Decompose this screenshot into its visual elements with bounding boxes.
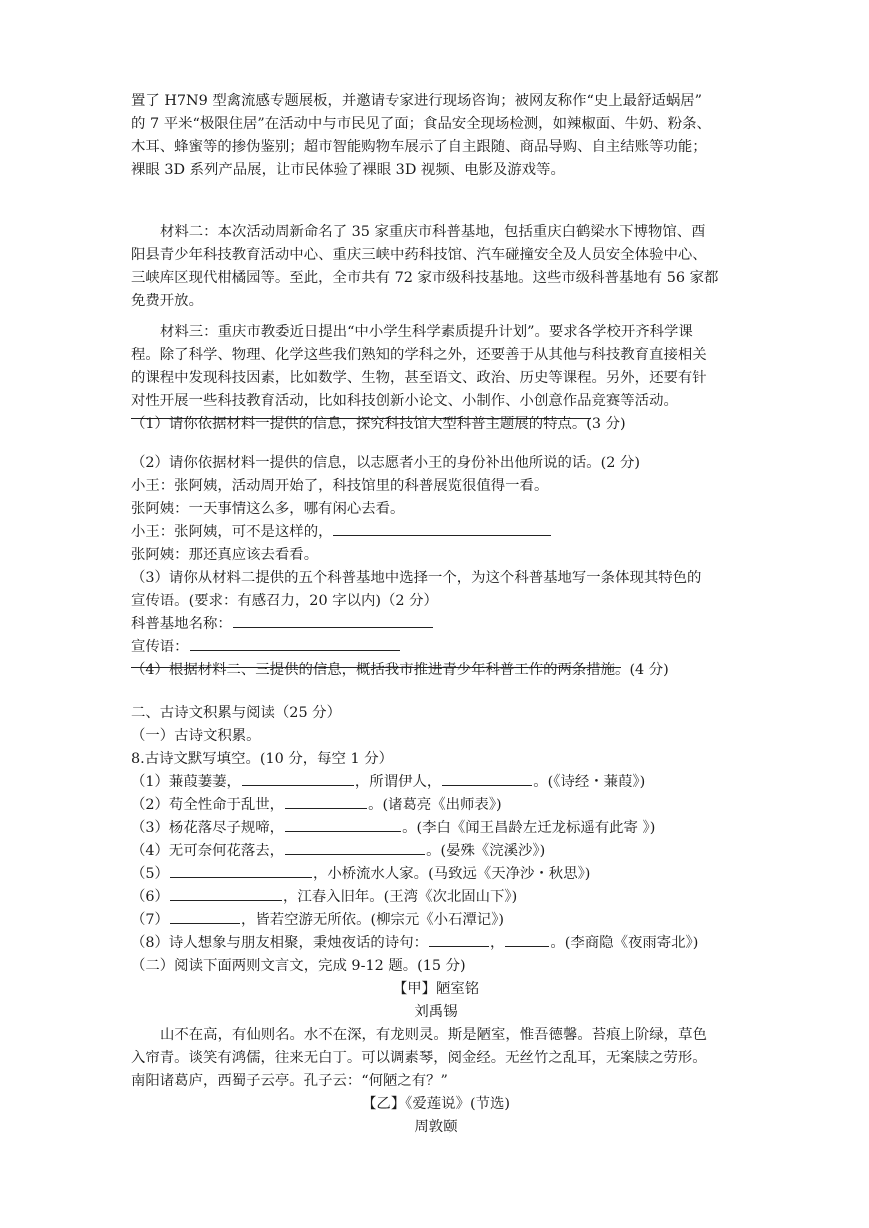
- poem-blank[interactable]: [429, 932, 489, 947]
- material3-line: 的课程中发现科技因素，比如数学、生物，甚至语文、政治、历史等课程。另外，还要有针: [131, 370, 707, 386]
- slogan-row: [131, 636, 401, 658]
- question-3: （3）请你从材料二提供的五个科普基地中选择一个，为这个科普基地写一条体现其特色的: [131, 570, 702, 586]
- poem-text: （3）杨花落尽子规啼，: [131, 820, 285, 836]
- dialog-line: 张阿姨：一天事情这么多，哪有闲心去看。: [131, 501, 405, 517]
- poem-item-4: [131, 840, 545, 862]
- poem-source: 。(晏殊《浣溪沙》): [426, 843, 546, 859]
- poem-blank[interactable]: [170, 886, 282, 901]
- poem-blank[interactable]: [285, 840, 425, 855]
- passage-line: 南阳诸葛庐，西蜀子云亭。孔子云：“何陋之有？”: [131, 1073, 448, 1089]
- text-line: 木耳、蜂蜜等的掺伪鉴别；超市智能购物车展示了自主跟随、商品导购、自主结账等功能；: [131, 139, 707, 155]
- poem-blank[interactable]: [170, 909, 240, 924]
- poem-source: ，皆若空游无所依。(柳宗元《小石潭记》): [240, 912, 504, 928]
- material3-line: 材料三：重庆市教委近日提出“中小学生科学素质提升计划”。要求各学校开齐科学课: [160, 324, 693, 340]
- material2-line: 阳县青少年科技教育活动中心、重庆三峡中药科技馆、汽车碰撞安全及人员安全体验中心、: [131, 247, 707, 263]
- question-8: 8.古诗文默写填空。(10 分，每空 1 分）: [131, 751, 394, 767]
- poem-text: （8）诗人想象与朋友相聚，秉烛夜话的诗句：: [131, 935, 428, 951]
- poem-item-2: [131, 794, 502, 816]
- poem-blank[interactable]: [285, 817, 401, 832]
- base-name-row: [131, 613, 434, 635]
- poem-text: （6）: [131, 889, 169, 905]
- answer-line-q4[interactable]: [131, 667, 621, 668]
- poem-source: ，小桥流水人家。(马致远《天净沙・秋思》): [312, 866, 591, 882]
- passage-author-yi: 周敦颐: [414, 1119, 458, 1135]
- answer-line-q1[interactable]: [131, 418, 591, 419]
- dialog-line: [131, 521, 552, 543]
- passage-line: 入帘青。谈笑有鸿儒，往来无白丁。可以调素琴，阅金经。无丝竹之乱耳，无案牍之劳形。: [131, 1050, 707, 1066]
- dialog-line: 小王：张阿姨，活动周开始了，科技馆里的科普展览很值得一看。: [131, 478, 549, 494]
- poem-source: 。(李商隐《夜雨寄北》): [550, 935, 699, 951]
- material3-line: 程。除了科学、物理、化学这些我们熟知的学科之外，还要善于从其他与科技教育直接相关: [131, 347, 707, 363]
- poem-blank[interactable]: [505, 932, 549, 947]
- material2-line: 材料二：本次活动周新命名了 35 家重庆市科普基地，包括重庆白鹤梁水下博物馆、酉: [160, 224, 706, 240]
- text-line: 裸眼 3D 系列产品展，让市民体验了裸眼 3D 视频、电影及游戏等。: [131, 162, 565, 178]
- material2-line: 三峡库区现代柑橘园等。至此，全市共有 72 家市级科技基地。这些市级科普基地有 56 家都: [131, 270, 719, 286]
- dialog-line: 张阿姨：那还真应该去看看。: [131, 547, 319, 563]
- poem-item-1: [131, 771, 645, 793]
- poem-item-5: [131, 863, 590, 885]
- poem-text: ，所谓伊人，: [354, 774, 442, 790]
- section-heading: 二、古诗文积累与阅读（25 分）: [131, 705, 341, 721]
- base-name-label: 科普基地名称：: [131, 616, 232, 632]
- base-name-blank[interactable]: [233, 613, 433, 628]
- sub-heading: （二）阅读下面两则文言文，完成 9-12 题。(15 分): [131, 958, 466, 974]
- poem-source: 。(《诗经・蒹葭》): [533, 774, 646, 790]
- question-4: （4）根据材料二、三提供的信息，概括我市推进青少年科普工作的两条措施。(4 分): [131, 662, 669, 678]
- poem-text: （7）: [131, 912, 169, 928]
- poem-blank[interactable]: [242, 771, 354, 786]
- question-2: （2）请你依据材料一提供的信息，以志愿者小王的身份补出他所说的话。(2 分): [131, 455, 641, 471]
- slogan-label: 宣传语：: [131, 639, 189, 655]
- passage-title-yi: 【乙】《爱莲说》(节选): [362, 1096, 510, 1112]
- poem-blank[interactable]: [170, 863, 312, 878]
- sub-heading: （一）古诗文积累。: [131, 728, 261, 744]
- text-line: 置了 H7N9 型禽流感专题展板，并邀请专家进行现场咨询；被网友称作“史上最舒适蜗居”: [131, 93, 702, 109]
- poem-source: ，江春入旧年。(王湾《次北固山下》): [282, 889, 518, 905]
- poem-text: ，: [489, 935, 505, 951]
- material2-line: 免费开放。: [131, 293, 203, 309]
- poem-source: 。(诸葛亮《出师表》): [368, 797, 502, 813]
- slogan-blank[interactable]: [190, 636, 400, 651]
- passage-title-jia: 【甲】陋室铭: [392, 981, 480, 997]
- passage-line: 山不在高，有仙则名。水不在深，有龙则灵。斯是陋室，惟吾德馨。苔痕上阶绿，草色: [160, 1027, 707, 1043]
- dialog-prefix: 小王：张阿姨，可不是这样的，: [131, 524, 333, 540]
- poem-item-8: [131, 932, 698, 954]
- passage-author-jia: 刘禹锡: [414, 1004, 458, 1020]
- poem-item-6: [131, 886, 517, 908]
- poem-source: 。(李白《闻王昌龄左迁龙标遥有此寄 》): [402, 820, 656, 836]
- poem-blank[interactable]: [442, 771, 532, 786]
- poem-text: （2）苟全性命于乱世，: [131, 797, 285, 813]
- poem-blank[interactable]: [285, 794, 367, 809]
- material3-line: 对性开展一些科技教育活动，比如科技创新小论文、小制作、小创意作品竞赛等活动。: [131, 393, 678, 409]
- poem-text: （5）: [131, 866, 169, 882]
- poem-item-7: [131, 909, 504, 931]
- poem-item-3: [131, 817, 655, 839]
- question-3-cont: 宣传语。(要求：有感召力，20 字以内)（2 分）: [131, 593, 438, 609]
- question-1: （1）请你依据材料一提供的信息，探究科技馆大型科普主题展的特点。(3 分): [131, 416, 626, 432]
- poem-text: （1）蒹葭萋萋，: [131, 774, 241, 790]
- poem-text: （4）无可奈何花落去，: [131, 843, 285, 859]
- text-line: 的 7 平米“极限住居”在活动中与市民见了面；食品安全现场检测，如辣椒面、牛奶、粉条、: [131, 116, 711, 132]
- answer-blank-q2[interactable]: [333, 521, 551, 536]
